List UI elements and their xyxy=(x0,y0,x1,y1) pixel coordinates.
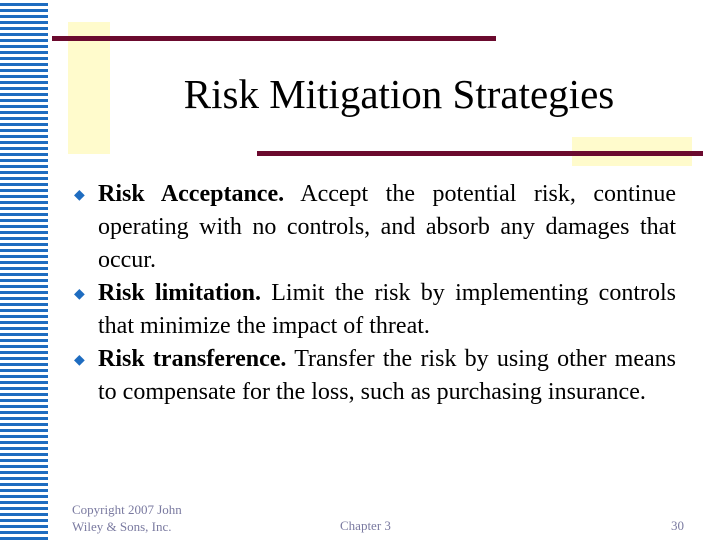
bullet-diamond-icon: ◆ xyxy=(74,188,85,203)
footer-chapter: Chapter 3 xyxy=(340,518,391,533)
decorative-line-top xyxy=(52,36,496,41)
bullet-text: Transfer the risk by using other means to compensate for the loss, such as purchasing insurance. xyxy=(98,346,676,405)
bullet-diamond-icon: ◆ xyxy=(74,353,85,368)
bullet-item-risk-acceptance xyxy=(72,178,676,277)
bullet-diamond-icon: ◆ xyxy=(74,287,85,302)
decorative-line-bottom xyxy=(257,151,703,156)
bullet-item-risk-transference xyxy=(72,343,676,409)
decorative-stripe-bar xyxy=(0,0,52,540)
bullet-term: Risk Acceptance. xyxy=(98,181,285,207)
bullet-item-risk-limitation xyxy=(72,277,676,343)
bullet-text: Limit the risk by implementing controls that minimize the impact of threat. xyxy=(98,280,676,339)
footer-page-number: 30 xyxy=(671,518,684,533)
bullet-list xyxy=(72,178,676,409)
footer-copyright: Copyright 2007 John Wiley & Sons, Inc. xyxy=(72,502,182,534)
slide-title: Risk Mitigation Strategies xyxy=(183,71,615,117)
bullet-term: Risk transference. xyxy=(98,346,287,372)
decorative-yellow-block-top xyxy=(68,22,110,154)
bullet-term: Risk limitation. xyxy=(98,280,261,306)
bullet-text: Accept the potential risk, continue operating with no controls, and absorb any damages that occur. xyxy=(98,181,676,273)
